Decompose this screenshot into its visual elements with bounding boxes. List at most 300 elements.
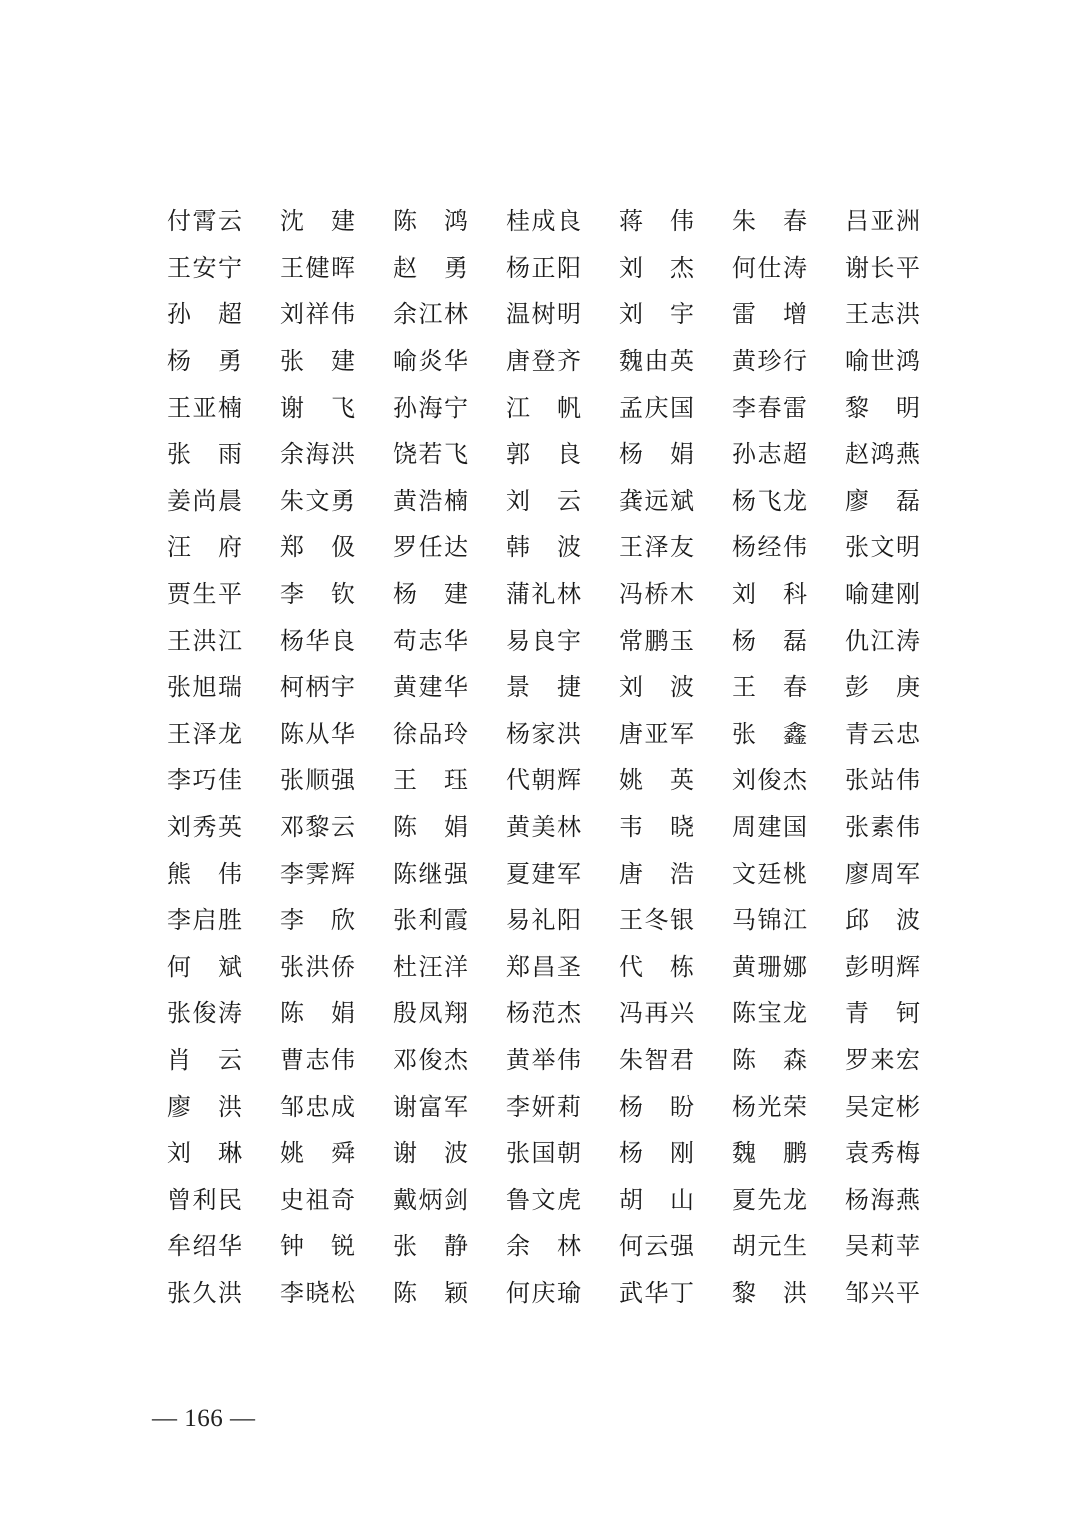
name-entry <box>619 393 732 423</box>
name-text: 易良宇 <box>506 626 583 655</box>
name-char: 蒋 <box>619 207 643 236</box>
name-text <box>845 998 920 1028</box>
name-text: 张文明 <box>845 533 922 562</box>
name-char: 娟 <box>670 440 694 469</box>
name-char: 琳 <box>218 1139 242 1168</box>
name-char: 雷 <box>732 300 756 329</box>
name-entry <box>167 393 280 423</box>
name-text: 仇江涛 <box>845 626 922 655</box>
name-char: 杨 <box>167 347 191 376</box>
name-text: 郑昌圣 <box>506 952 583 981</box>
name-text: 张顺强 <box>280 766 357 795</box>
name-row <box>167 804 927 851</box>
name-entry <box>619 486 732 516</box>
name-entry <box>167 1092 280 1122</box>
name-entry <box>845 1278 958 1308</box>
name-text: 彭明辉 <box>845 952 922 981</box>
name-entry <box>280 1138 393 1168</box>
name-text <box>506 672 581 702</box>
name-entry <box>732 1092 845 1122</box>
name-entry <box>393 206 506 236</box>
name-entry <box>506 859 619 889</box>
name-text: 张利霞 <box>393 906 470 935</box>
name-entry <box>845 206 958 236</box>
name-char: 波 <box>670 673 694 702</box>
name-text: 文廷桃 <box>732 859 809 888</box>
name-entry <box>845 299 958 329</box>
name-entry <box>845 812 958 842</box>
name-entry <box>506 439 619 469</box>
name-text: 孙海宁 <box>393 393 470 422</box>
name-char: 浩 <box>670 859 694 888</box>
name-char: 伟 <box>218 859 242 888</box>
name-text: 孙志超 <box>732 440 809 469</box>
name-text: 徐品玲 <box>393 719 470 748</box>
name-text: 李春雷 <box>732 393 809 422</box>
name-entry <box>167 765 280 795</box>
name-text <box>506 393 581 423</box>
name-entry <box>506 532 619 562</box>
name-text <box>732 1278 807 1308</box>
name-entry <box>167 1231 280 1261</box>
name-char: 汪 <box>167 533 191 562</box>
name-entry <box>280 1231 393 1261</box>
name-text <box>280 905 355 935</box>
name-entry <box>619 346 732 376</box>
name-text: 罗来宏 <box>845 1045 922 1074</box>
name-text: 杨经伟 <box>732 533 809 562</box>
name-text: 邹兴平 <box>845 1278 922 1307</box>
name-entry <box>619 952 732 982</box>
name-entry <box>845 905 958 935</box>
name-entry <box>393 346 506 376</box>
name-entry <box>619 998 732 1028</box>
name-text: 张俊涛 <box>167 999 244 1028</box>
name-text: 王亚楠 <box>167 393 244 422</box>
name-char: 山 <box>670 1185 694 1214</box>
name-entry <box>506 579 619 609</box>
name-char: 云 <box>218 1045 242 1074</box>
name-entry <box>280 812 393 842</box>
name-char: 磊 <box>783 626 807 655</box>
name-text <box>167 952 242 982</box>
name-entry <box>280 626 393 656</box>
name-char: 刘 <box>619 673 643 702</box>
name-entry <box>619 439 732 469</box>
name-char: 雨 <box>218 440 242 469</box>
name-char: 郑 <box>280 533 304 562</box>
name-row <box>167 1270 927 1317</box>
name-char: 洪 <box>218 1092 242 1121</box>
name-entry <box>506 952 619 982</box>
name-text: 吴莉苹 <box>845 1232 922 1261</box>
name-char: 邱 <box>845 906 869 935</box>
name-text: 周建国 <box>732 813 809 842</box>
name-text <box>619 1092 694 1122</box>
name-text: 王志洪 <box>845 300 922 329</box>
name-entry <box>732 765 845 795</box>
name-char: 建 <box>331 347 355 376</box>
name-entry <box>393 1138 506 1168</box>
name-text <box>732 1045 807 1075</box>
name-text: 苟志华 <box>393 626 470 655</box>
name-entry <box>167 579 280 609</box>
name-char: 杨 <box>619 440 643 469</box>
name-char: 杨 <box>619 1139 643 1168</box>
name-entry <box>845 439 958 469</box>
name-entry <box>732 672 845 702</box>
name-char: 捷 <box>557 673 581 702</box>
name-entry <box>393 952 506 982</box>
name-char: 伟 <box>670 207 694 236</box>
name-char: 超 <box>218 300 242 329</box>
name-text: 吕亚洲 <box>845 207 922 236</box>
name-char: 宇 <box>670 300 694 329</box>
name-char: 舜 <box>331 1139 355 1168</box>
name-char: 郭 <box>506 440 530 469</box>
name-entry <box>280 206 393 236</box>
name-entry <box>506 1185 619 1215</box>
name-entry <box>619 253 732 283</box>
name-entry <box>845 952 958 982</box>
name-text: 杨飞龙 <box>732 486 809 515</box>
name-char: 廖 <box>167 1092 191 1121</box>
name-text <box>619 812 694 842</box>
name-text: 余海洪 <box>280 440 357 469</box>
name-char: 鹏 <box>783 1139 807 1168</box>
name-text: 王健晖 <box>280 253 357 282</box>
name-row <box>167 338 927 385</box>
name-entry <box>732 1045 845 1075</box>
name-entry <box>167 253 280 283</box>
name-text <box>619 299 694 329</box>
name-entry <box>280 579 393 609</box>
name-text <box>732 206 807 236</box>
name-text: 曾利民 <box>167 1185 244 1214</box>
name-text <box>393 253 468 283</box>
name-text <box>167 1045 242 1075</box>
name-char: 魏 <box>732 1139 756 1168</box>
name-char: 姚 <box>619 766 643 795</box>
name-entry <box>732 439 845 469</box>
name-text: 桂成良 <box>506 207 583 236</box>
name-char: 刘 <box>732 580 756 609</box>
name-text <box>506 1231 581 1261</box>
name-text <box>506 486 581 516</box>
name-char: 熊 <box>167 859 191 888</box>
name-entry <box>732 299 845 329</box>
name-text: 黄建华 <box>393 673 470 702</box>
name-entry <box>845 253 958 283</box>
name-text: 何仕涛 <box>732 253 809 282</box>
name-entry <box>732 998 845 1028</box>
name-entry <box>393 1185 506 1215</box>
name-entry <box>280 765 393 795</box>
name-text <box>280 393 355 423</box>
name-text: 黄珍行 <box>732 347 809 376</box>
name-entry <box>732 626 845 656</box>
name-text <box>280 579 355 609</box>
name-entry <box>393 719 506 749</box>
name-entry <box>732 253 845 283</box>
name-entry <box>167 952 280 982</box>
name-entry <box>619 1138 732 1168</box>
name-entry <box>506 346 619 376</box>
name-text: 王安宁 <box>167 253 244 282</box>
name-char: 陈 <box>393 207 417 236</box>
name-entry <box>280 299 393 329</box>
name-text: 张素伟 <box>845 813 922 842</box>
name-entry <box>280 439 393 469</box>
name-entry <box>845 1045 958 1075</box>
name-char: 晓 <box>670 813 694 842</box>
name-text: 夏先龙 <box>732 1185 809 1214</box>
name-text <box>732 579 807 609</box>
name-text: 黄美林 <box>506 813 583 842</box>
name-entry <box>732 1185 845 1215</box>
name-text <box>393 812 468 842</box>
name-text: 朱文勇 <box>280 486 357 515</box>
name-text: 唐登齐 <box>506 347 583 376</box>
name-char: 沈 <box>280 207 304 236</box>
name-text: 姜尚晨 <box>167 486 244 515</box>
name-entry <box>732 952 845 982</box>
name-char: 胡 <box>619 1185 643 1214</box>
name-text: 武华丁 <box>619 1278 696 1307</box>
name-text: 喻建刚 <box>845 580 922 609</box>
name-entry <box>506 998 619 1028</box>
name-char: 勇 <box>444 253 468 282</box>
name-text: 王冬银 <box>619 906 696 935</box>
name-entry <box>280 905 393 935</box>
name-char: 王 <box>732 673 756 702</box>
name-row <box>167 478 927 525</box>
name-char: 春 <box>783 673 807 702</box>
name-entry <box>167 859 280 889</box>
name-text: 赵鸿燕 <box>845 440 922 469</box>
name-entry <box>732 1231 845 1261</box>
name-entry <box>619 765 732 795</box>
name-text: 吴定彬 <box>845 1092 922 1121</box>
name-text <box>280 206 355 236</box>
name-char: 春 <box>783 207 807 236</box>
name-char: 何 <box>167 952 191 981</box>
name-text <box>167 439 242 469</box>
name-text: 李巧佳 <box>167 766 244 795</box>
name-char: 杨 <box>732 626 756 655</box>
name-entry <box>393 626 506 656</box>
name-text <box>393 1138 468 1168</box>
name-text <box>619 1138 694 1168</box>
name-entry <box>506 1092 619 1122</box>
name-entry <box>393 1045 506 1075</box>
name-text: 蒲礼林 <box>506 580 583 609</box>
name-char: 良 <box>557 440 581 469</box>
name-char: 陈 <box>393 813 417 842</box>
name-text <box>280 1231 355 1261</box>
name-char: 刚 <box>670 1139 694 1168</box>
name-entry <box>619 1092 732 1122</box>
name-row <box>167 245 927 292</box>
name-entry <box>280 952 393 982</box>
name-entry <box>167 439 280 469</box>
name-entry <box>393 1231 506 1261</box>
name-entry <box>732 393 845 423</box>
name-row <box>167 757 927 804</box>
name-entry <box>167 1138 280 1168</box>
name-char: 庚 <box>896 673 920 702</box>
name-entry <box>506 812 619 842</box>
name-text <box>732 299 807 329</box>
name-entry <box>167 626 280 656</box>
name-entry <box>280 719 393 749</box>
name-text <box>280 998 355 1028</box>
name-text <box>619 1185 694 1215</box>
name-char: 李 <box>280 580 304 609</box>
name-text: 付霄云 <box>167 207 244 236</box>
name-text <box>845 905 920 935</box>
name-entry <box>845 1231 958 1261</box>
name-text: 曹志伟 <box>280 1045 357 1074</box>
name-char: 钶 <box>896 999 920 1028</box>
name-text: 杨家洪 <box>506 719 583 748</box>
name-char: 波 <box>444 1139 468 1168</box>
name-char: 张 <box>732 719 756 748</box>
name-entry <box>845 672 958 702</box>
name-entry <box>845 486 958 516</box>
name-row <box>167 431 927 478</box>
name-entry <box>619 719 732 749</box>
name-text: 黄举伟 <box>506 1045 583 1074</box>
name-char: 栋 <box>670 952 694 981</box>
name-entry <box>393 1092 506 1122</box>
name-text <box>167 1092 242 1122</box>
name-entry <box>732 719 845 749</box>
name-entry <box>393 812 506 842</box>
name-text: 喻炎华 <box>393 347 470 376</box>
name-row <box>167 990 927 1037</box>
name-char: 杰 <box>670 253 694 282</box>
name-entry <box>845 765 958 795</box>
name-text <box>506 439 581 469</box>
name-text <box>619 952 694 982</box>
name-text <box>167 859 242 889</box>
name-text: 黄珊娜 <box>732 952 809 981</box>
name-entry <box>506 299 619 329</box>
name-char: 谢 <box>393 1139 417 1168</box>
name-row <box>167 1223 927 1270</box>
name-entry <box>167 299 280 329</box>
name-text <box>393 206 468 236</box>
name-entry <box>732 1278 845 1308</box>
name-text: 谢长平 <box>845 253 922 282</box>
name-char: 欣 <box>331 906 355 935</box>
name-text: 李启胜 <box>167 906 244 935</box>
name-text: 殷凤翔 <box>393 999 470 1028</box>
name-text: 张久洪 <box>167 1278 244 1307</box>
name-char: 锐 <box>331 1232 355 1261</box>
name-text <box>619 439 694 469</box>
name-char: 帆 <box>557 393 581 422</box>
name-char: 林 <box>557 1232 581 1261</box>
name-char: 钟 <box>280 1232 304 1261</box>
name-text: 杜汪洋 <box>393 952 470 981</box>
name-entry <box>845 626 958 656</box>
name-char: 科 <box>783 580 807 609</box>
name-char: 黎 <box>845 393 869 422</box>
name-text: 李妍莉 <box>506 1092 583 1121</box>
name-text <box>280 532 355 562</box>
name-entry <box>393 998 506 1028</box>
name-text: 史祖奇 <box>280 1185 357 1214</box>
name-entry <box>280 998 393 1028</box>
name-char: 盼 <box>670 1092 694 1121</box>
name-text: 张国朝 <box>506 1139 583 1168</box>
name-row <box>167 1083 927 1130</box>
name-entry <box>619 1231 732 1261</box>
name-entry <box>280 859 393 889</box>
name-text <box>732 672 807 702</box>
name-entry <box>845 579 958 609</box>
name-row <box>167 291 927 338</box>
name-char: 王 <box>393 766 417 795</box>
name-char: 明 <box>896 393 920 422</box>
name-char: 鸿 <box>444 207 468 236</box>
page-number: — 166 — <box>152 1405 256 1432</box>
name-char: 波 <box>557 533 581 562</box>
name-text: 廖周军 <box>845 859 922 888</box>
name-text <box>280 1138 355 1168</box>
name-entry <box>732 859 845 889</box>
name-text: 刘祥伟 <box>280 300 357 329</box>
name-entry <box>732 346 845 376</box>
name-char: 韦 <box>619 813 643 842</box>
name-row <box>167 617 927 664</box>
name-entry <box>393 253 506 283</box>
name-char: 刘 <box>619 253 643 282</box>
name-entry <box>506 253 619 283</box>
name-char: 陈 <box>393 1278 417 1307</box>
name-text: 张站伟 <box>845 766 922 795</box>
name-entry <box>732 532 845 562</box>
name-row <box>167 1176 927 1223</box>
name-row <box>167 897 927 944</box>
name-char: 廖 <box>845 486 869 515</box>
name-entry <box>167 346 280 376</box>
name-char: 府 <box>218 533 242 562</box>
name-text: 温树明 <box>506 300 583 329</box>
name-char: 姚 <box>280 1139 304 1168</box>
name-text: 罗任达 <box>393 533 470 562</box>
name-entry <box>845 998 958 1028</box>
name-text <box>167 532 242 562</box>
name-entry <box>393 672 506 702</box>
name-char: 彭 <box>845 673 869 702</box>
name-text: 刘秀英 <box>167 813 244 842</box>
name-entry <box>506 719 619 749</box>
name-text: 夏建军 <box>506 859 583 888</box>
name-text: 邓俊杰 <box>393 1045 470 1074</box>
name-text: 杨正阳 <box>506 253 583 282</box>
name-entry <box>845 859 958 889</box>
name-entry <box>619 206 732 236</box>
name-entry <box>506 486 619 516</box>
name-char: 景 <box>506 673 530 702</box>
name-text: 张旭瑞 <box>167 673 244 702</box>
name-entry <box>732 486 845 516</box>
name-text: 邹忠成 <box>280 1092 357 1121</box>
name-entry <box>845 719 958 749</box>
